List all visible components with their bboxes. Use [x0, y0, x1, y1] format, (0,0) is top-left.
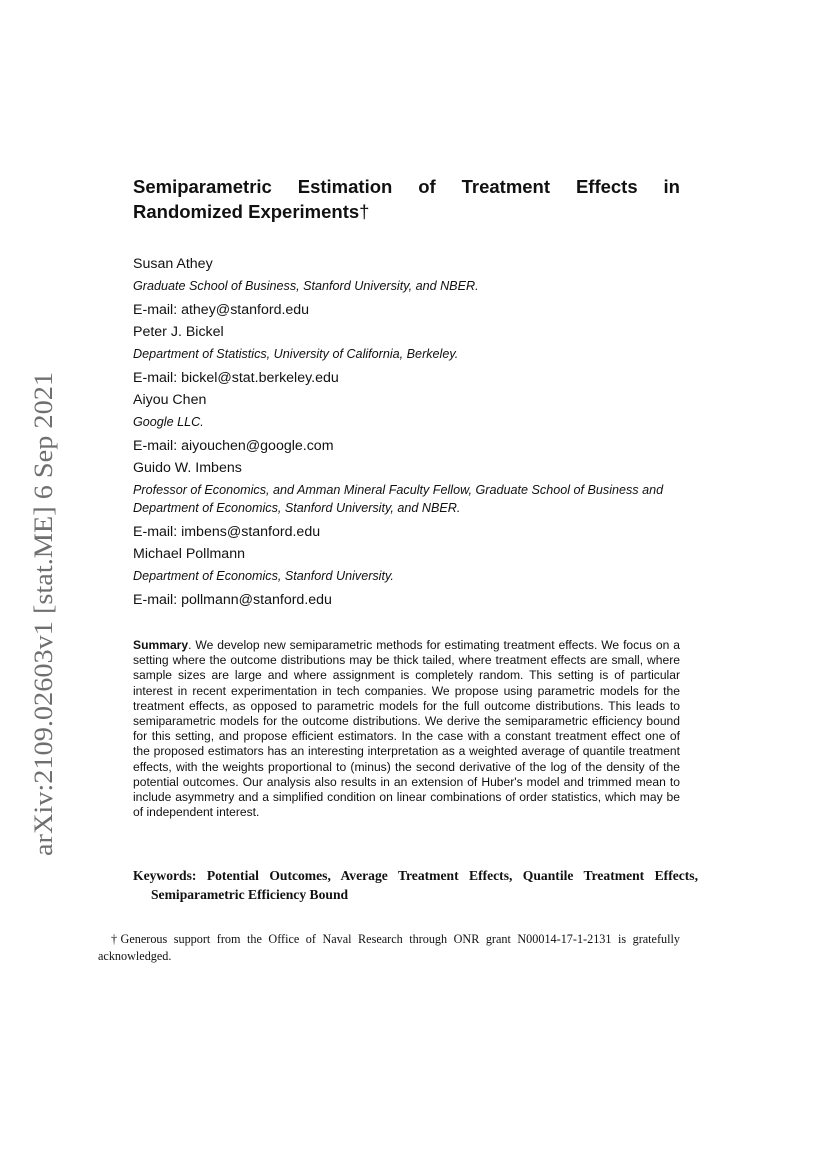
author-block [133, 543, 680, 611]
author-affiliation: Graduate School of Business, Stanford University, and NBER. [133, 279, 479, 293]
author-email: E-mail: bickel@stat.berkeley.edu [133, 370, 339, 386]
author-email: E-mail: pollmann@stanford.edu [133, 592, 332, 608]
arxiv-identifier: arXiv:2109.02603v1 [stat.ME] 6 Sep 2021 [29, 411, 58, 856]
author-block [133, 389, 680, 457]
author-block [133, 321, 680, 389]
author-name: Susan Athey [133, 256, 213, 272]
title-footnote-mark: † [359, 201, 370, 222]
author-affiliation: Google LLC. [133, 415, 204, 429]
author-affiliation: Professor of Economics, and Amman Mineral Faculty Fellow, Graduate School of Business and Department of Economics, Stanford University, and NBER. [133, 483, 664, 515]
author-email: E-mail: aiyouchen@google.com [133, 438, 334, 454]
author-email: E-mail: athey@stanford.edu [133, 302, 310, 318]
summary-text: . We develop new semiparametric methods for estimating treatment effects. We focus on a setting where the outcome distributions may be thick tailed, where treatment effects are small, where sample sizes are large and where assignment is completely random. This setting is of particular interest in recent experimentation in tech companies. We propose using parametric models for the treatment effects, as opposed to parametric models for the full outcome distributions. This leads to semiparametric models for the outcome distributions. We derive the semiparametric efficiency bound for this setting, and propose efficient estimators. In the case with a constant treatment effect one of the proposed estimators has an interesting interpretation as a weighted average of quantile treatment effects, with the weights proportional to (minus) the second derivative of the log of the density of the potential outcomes. Our analysis also results in an extension of Huber's model and trimmed mean to include asymmetry and a simplified condition on linear combinations of order statistics, which may be of independent interest. [133, 638, 680, 820]
paper-title-text: Semiparametric Estimation of Treatment Effects in Randomized Experiments [133, 176, 680, 222]
author-list [133, 253, 680, 611]
keywords: Keywords: Potential Outcomes, Average Treatment Effects, Quantile Treatment Effects, Semiparametric Efficiency Bound [133, 868, 698, 902]
author-block [133, 457, 680, 543]
arxiv-side-stamp [8, 370, 68, 860]
author-affiliation: Department of Statistics, University of California, Berkeley. [133, 347, 459, 361]
author-email: E-mail: imbens@stanford.edu [133, 524, 321, 540]
author-name: Peter J. Bickel [133, 324, 224, 340]
author-affiliation: Department of Economics, Stanford University. [133, 569, 394, 583]
author-name: Michael Pollmann [133, 546, 245, 562]
summary-abstract [133, 638, 680, 820]
funding-footnote: †Generous support from the Office of Naval Research through ONR grant N00014-17-1-2131 is gratefully acknowledged. [98, 932, 680, 963]
paper-title [133, 174, 680, 224]
author-name: Guido W. Imbens [133, 460, 242, 476]
author-name: Aiyou Chen [133, 392, 207, 408]
summary-label: Summary [133, 638, 189, 652]
author-block [133, 253, 680, 321]
